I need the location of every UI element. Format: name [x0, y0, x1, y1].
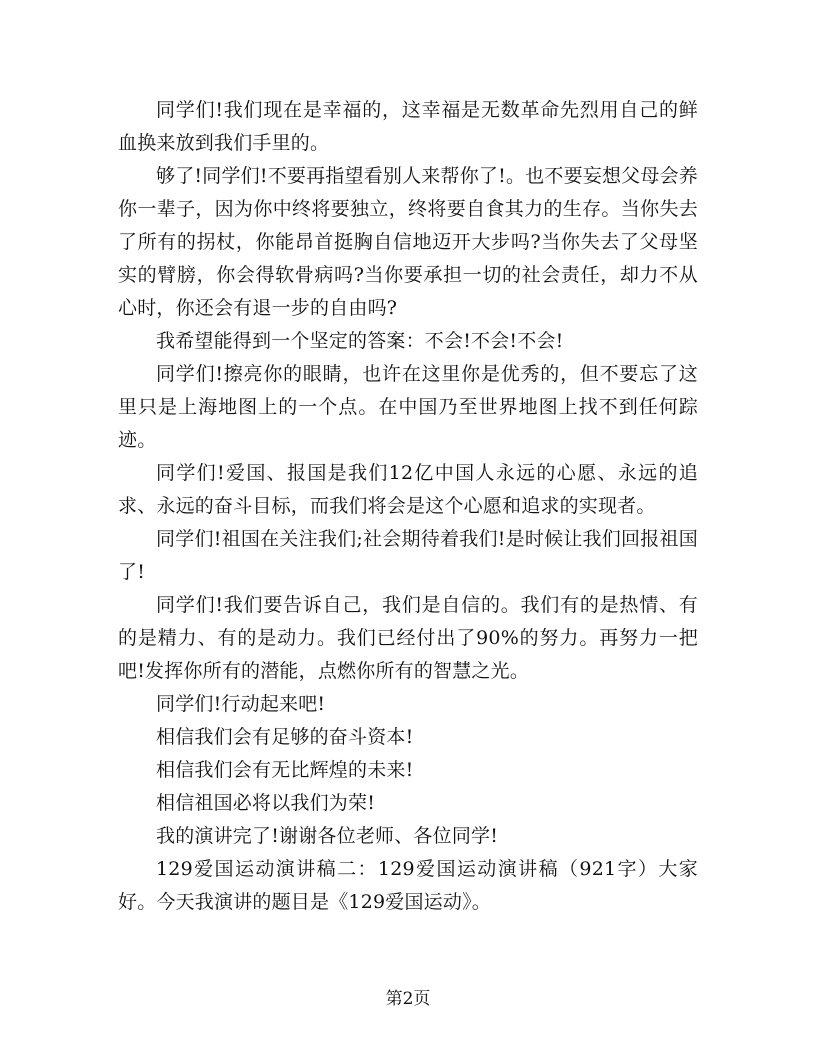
paragraph: 相信祖国必将以我们为荣! [156, 792, 376, 814]
page-number: 第2页 [385, 989, 431, 1009]
paragraph: 同学们!擦亮你的眼睛，也许在这里你是优秀的，但不要忘了这里只是上海地图上的一个点。在中国乃至世界地图上找不到任何踪迹。 [118, 363, 698, 451]
paragraph: 够了!同学们!不要再指望看别人来帮你了!。也不要妄想父母会养你一辈子，因为你中终将要独立，终将要自食其力的生存。当你失去了所有的拐杖，你能昂首挺胸自信地迈开大步吗?当你失去了父母坚实的臂膀，你会得软骨病吗?当你要承担一切的社会责任，却力不从心时，你还会有退一步的自由吗? [118, 165, 698, 319]
paragraph: 我的演讲完了!谢谢各位老师、各位同学! [156, 825, 499, 847]
paragraph: 相信我们会有无比辉煌的未来! [156, 759, 414, 781]
paragraph: 同学们!爱国、报国是我们12亿中国人永远的心愿、永远的追求、永远的奋斗目标，而我们将会是这个心愿和追求的实现者。 [118, 462, 698, 517]
paragraph: 129爱国运动演讲稿二：129爱国运动演讲稿（921字）大家好。今天我演讲的题目是《129爱国运动》。 [118, 858, 698, 913]
paragraph: 同学们!我们现在是幸福的，这幸福是无数革命先烈用自己的鲜血换来放到我们手里的。 [118, 99, 698, 154]
paragraph: 同学们!行动起来吧! [156, 693, 326, 715]
paragraph: 同学们!祖国在关注我们;社会期待着我们!是时候让我们回报祖国了! [118, 528, 698, 583]
paragraph: 我希望能得到一个坚定的答案：不会!不会!不会! [156, 330, 564, 352]
document-body [118, 94, 698, 919]
paragraph: 相信我们会有足够的奋斗资本! [156, 726, 414, 748]
paragraph: 同学们!我们要告诉自己，我们是自信的。我们有的是热情、有的是精力、有的是动力。我们已经付出了90%的努力。再努力一把吧!发挥你所有的潜能，点燃你所有的智慧之光。 [118, 594, 698, 682]
